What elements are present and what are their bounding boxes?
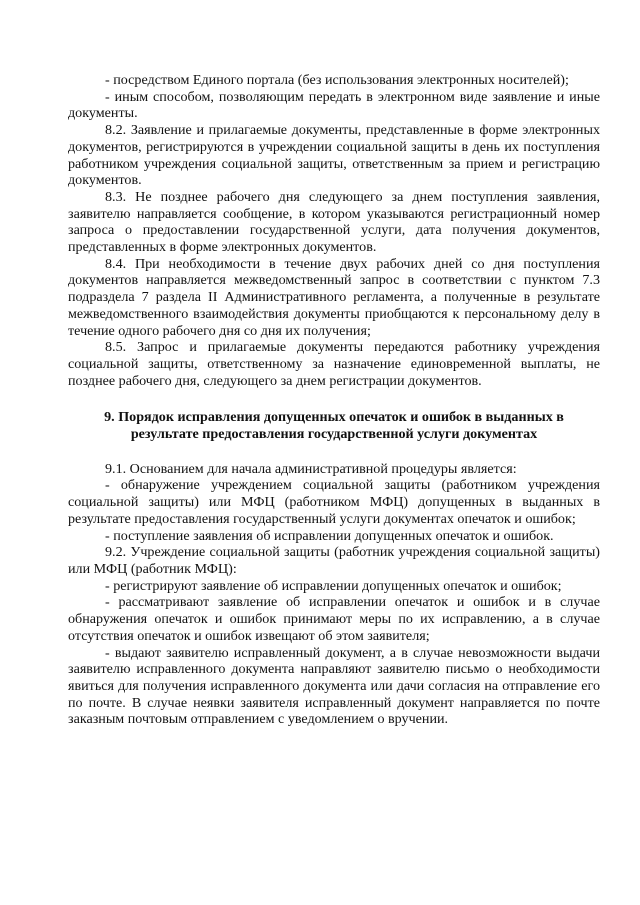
paragraph-9-1: 9.1. Основанием для начала административной процедуры является: <box>105 460 517 477</box>
paragraph-9-2: 9.2. Учреждение социальной защиты (работник учреждения социальной защиты) или МФЦ (работник МФЦ): <box>68 544 600 577</box>
paragraph-issue: - выдают заявителю исправленный документ, а в случае невозможности выдачи заявителю исправленного документа направляют заявителю письмо о необходимости явиться для получения исправленного документа или дачи согласия на отправление его по почте. В случае неявки заявителя исправленный документ направляется по почте заказным почтовым отправлением с уведомлением о вручении. <box>68 644 600 728</box>
paragraph-8-5: 8.5. Запрос и прилагаемые документы передаются работнику учреждения социальной защиты, ответственному за назначение единовременной выплаты, не позднее рабочего дня, следующего за днем регистрации документов. <box>68 339 600 389</box>
paragraph-8-4: 8.4. При необходимости в течение двух рабочих дней со дня поступления документов направляется межведомственный запрос в соответствии с пунктом 7.3 подраздела 7 раздела II Административного регламента, а полученные в результате межведомственного взаимодействия документы приобщаются к персональному делу в течение одного рабочего дня со дня их получения; <box>68 255 600 339</box>
paragraph-portal: - посредством Единого портала (без использования электронных носителей); <box>105 72 569 88</box>
paragraph-receipt: - поступление заявления об исправлении допущенных опечаток и ошибок. <box>105 527 554 544</box>
document-page <box>68 72 600 728</box>
paragraph-detection: - обнаружение учреждением социальной защиты (работником учреждения социальной защиты) или МФЦ (работником МФЦ) допущенных в выданных в результате предоставления государственный услуги документах опечаток и ошибок; <box>68 477 600 527</box>
paragraph-register: - регистрируют заявление об исправлении допущенных опечаток и ошибок; <box>105 577 562 594</box>
paragraph-review: - рассматривают заявление об исправлении опечаток и ошибок и в случае обнаружения опечаток и ошибок принимают меры по их исправлению, а в случае отсутствия опечаток и ошибок извещают об этом заявителя; <box>68 594 600 644</box>
paragraph-8-3: 8.3. Не позднее рабочего дня следующего за днем поступления заявления, заявителю направляется сообщение, в котором указываются регистрационный номер запроса о предоставлении государственной услуги, дата получения документов, представленных в форме электронных документов. <box>68 188 600 256</box>
paragraph-8-2: 8.2. Заявление и прилагаемые документы, представленные в форме электронных документов, регистрируются в учреждении социальной защиты в день их поступления работником учреждения социальной защиты, ответственным за прием и регистрацию документов. <box>68 122 600 189</box>
section-heading-9: 9. Порядок исправления допущенных опечаток и ошибок в выданных в результате предоставления государственной услуги документах <box>104 409 564 443</box>
section-heading-block <box>68 409 600 442</box>
paragraph-other-method: - иным способом, позволяющим передать в электронном виде заявление и иные документы. <box>68 88 600 122</box>
